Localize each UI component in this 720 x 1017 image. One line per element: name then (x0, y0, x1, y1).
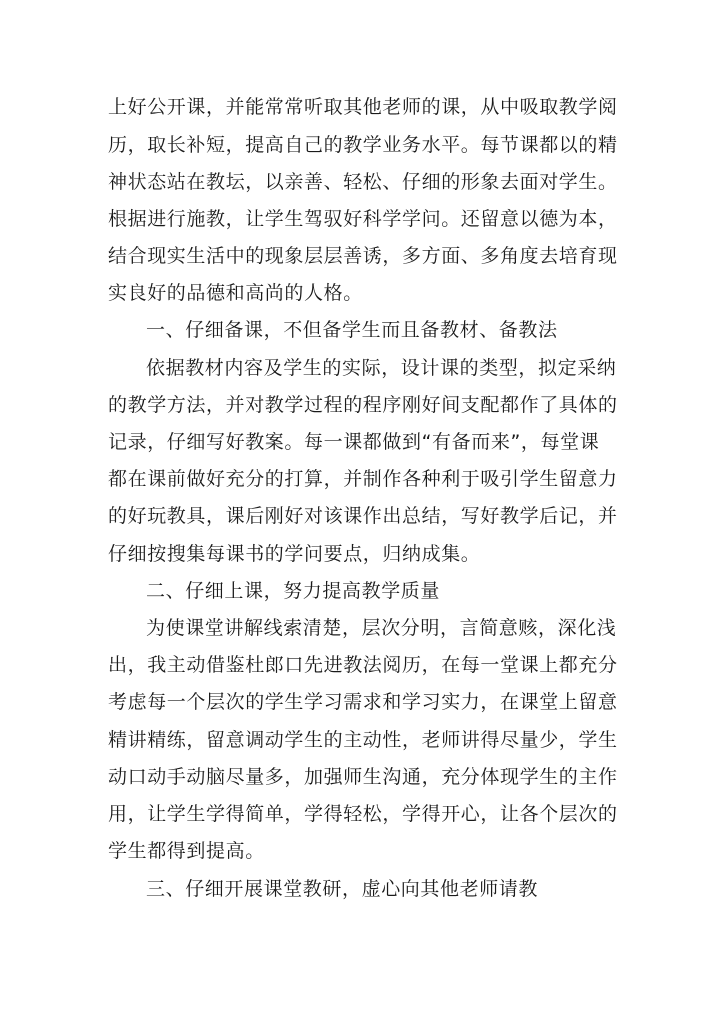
section-heading-2: 二、仔细上课，努力提高教学质量 (146, 580, 441, 602)
text-line: 历，取长补短，提高自己的教学业务水平。每节课都以的精 (108, 134, 618, 156)
text-line: 为使课堂讲解线索清楚，层次分明，言简意赅，深化浅 (146, 617, 617, 639)
text-line: 出，我主动借鉴杜郎口先进教法阅历，在每一堂课上都充分 (108, 654, 618, 676)
text-line: 仔细按搜集每课书的学问要点，归纳成集。 (108, 543, 481, 565)
text-line: 考虑每一个层次的学生学习需求和学习实力，在课堂上留意 (108, 691, 618, 713)
text-line: 神状态站在教坛，以亲善、轻松、仔细的形象去面对学生。 (108, 171, 618, 193)
text-line: 的好玩教具，课后刚好对该课作出总结，写好教学后记，并 (108, 505, 618, 527)
text-line: 的教学方法，并对教学过程的程序刚好间支配都作了具体的 (108, 394, 618, 416)
section-heading-3: 三、仔细开展课堂教研，虚心向其他老师请教 (146, 878, 539, 900)
text-line: 上好公开课，并能常常听取其他老师的课，从中吸取教学阅 (108, 96, 618, 118)
text-line: 学生都得到提高。 (108, 840, 265, 862)
text-line: 记录，仔细写好教案。每一课都做到“有备而来”，每堂课 (108, 431, 600, 453)
text-line: 实良好的品德和高尚的人格。 (108, 282, 363, 304)
text-line: 都在课前做好充分的打算，并制作各种利于吸引学生留意力 (108, 468, 618, 490)
text-line: 根据进行施教，让学生驾驭好科学学问。还留意以德为本， (108, 208, 618, 230)
text-line: 依据教材内容及学生的实际，设计课的类型，拟定采纳 (146, 357, 617, 379)
text-line: 精讲精练，留意调动学生的主动性，老师讲得尽量少，学生 (108, 729, 618, 751)
text-line: 动口动手动脑尽量多，加强师生沟通，充分体现学生的主作 (108, 766, 618, 788)
text-line: 用，让学生学得简单，学得轻松，学得开心，让各个层次的 (108, 803, 618, 825)
text-line: 结合现实生活中的现象层层善诱，多方面、多角度去培育现 (108, 245, 618, 267)
section-heading-1: 一、仔细备课，不但备学生而且备教材、备教法 (146, 319, 558, 341)
